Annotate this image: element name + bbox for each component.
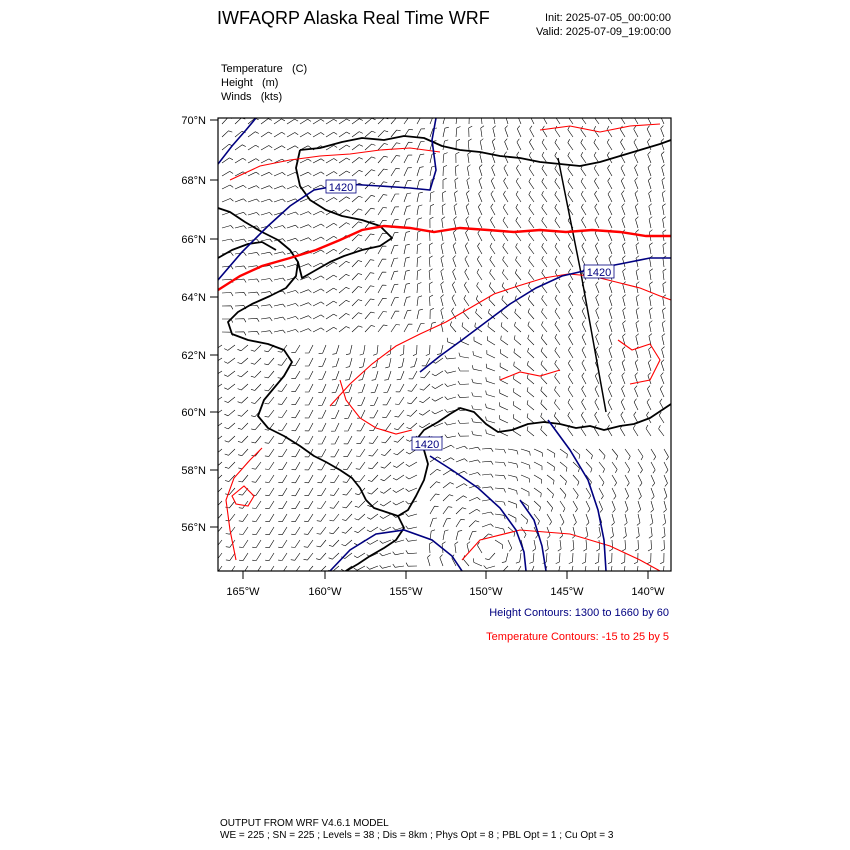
temperature-contour (232, 486, 254, 506)
lat-tick-label: 56°N (181, 522, 206, 534)
height-contour-legend: Height Contours: 1300 to 1660 by 60 (489, 607, 669, 619)
temperature-contour (540, 124, 660, 132)
lon-tick-label: 155°W (389, 586, 423, 598)
lon-tick-label: 165°W (226, 586, 260, 598)
var-winds-unit: (kts) (260, 91, 283, 103)
var-winds-name: Winds (221, 91, 252, 103)
lat-tick-label: 66°N (181, 234, 206, 246)
northern-coastline (300, 136, 671, 166)
temperature-contour (462, 530, 660, 571)
lon-tick-label: 140°W (631, 586, 665, 598)
wind-barb (211, 113, 669, 577)
init-time: Init: 2025-07-05_00:00:00 (545, 12, 671, 24)
lat-tick-label: 60°N (181, 407, 206, 419)
lon-axis (226, 571, 665, 598)
seward-coastline (218, 242, 276, 258)
height-contour (218, 118, 256, 164)
lat-tick-label: 64°N (181, 292, 206, 304)
lon-tick-label: 145°W (550, 586, 584, 598)
contour-label: 1420 (328, 182, 354, 194)
wind-barbs (211, 113, 669, 577)
lat-tick-label: 58°N (181, 465, 206, 477)
var-temperature-name: Temperature (221, 63, 283, 75)
height-contour (330, 530, 462, 571)
contour-label: 1420 (586, 267, 612, 279)
lon-tick-label: 160°W (308, 586, 342, 598)
var-height-unit: (m) (261, 77, 279, 89)
var-height-name: Height (221, 77, 253, 89)
lon-tick-label: 150°W (469, 586, 503, 598)
lat-tick-label: 62°N (181, 350, 206, 362)
southern-coastline (218, 208, 671, 516)
temperature-contour (618, 340, 660, 384)
temperature-contour-main (218, 226, 671, 290)
lat-tick-label: 68°N (181, 175, 206, 187)
map-title: IWFAQRP Alaska Real Time WRF (217, 8, 490, 28)
temperature-contour-legend: Temperature Contours: -15 to 25 by 5 (486, 631, 669, 643)
western-coastline (296, 150, 392, 278)
temperature-contour (226, 448, 262, 560)
temperature-contour (230, 148, 440, 180)
contour-label: 1420 (414, 439, 440, 451)
temperature-contour (330, 274, 671, 406)
temperature-contours (218, 124, 671, 571)
lat-axis (181, 115, 218, 534)
model-info: OUTPUT FROM WRF V4.6.1 MODEL (220, 818, 389, 829)
height-contour (218, 118, 436, 280)
temperature-contour (500, 370, 560, 380)
lat-tick-label: 70°N (181, 115, 206, 127)
height-contour (548, 420, 606, 571)
valid-time: Valid: 2025-07-09_19:00:00 (536, 26, 671, 38)
var-temperature-unit: (C) (291, 63, 308, 75)
model-config: WE = 225 ; SN = 225 ; Levels = 38 ; Dis = 8km ; Phys Opt = 8 ; PBL Opt = 1 ; Cu Opt = 3 (220, 830, 614, 841)
